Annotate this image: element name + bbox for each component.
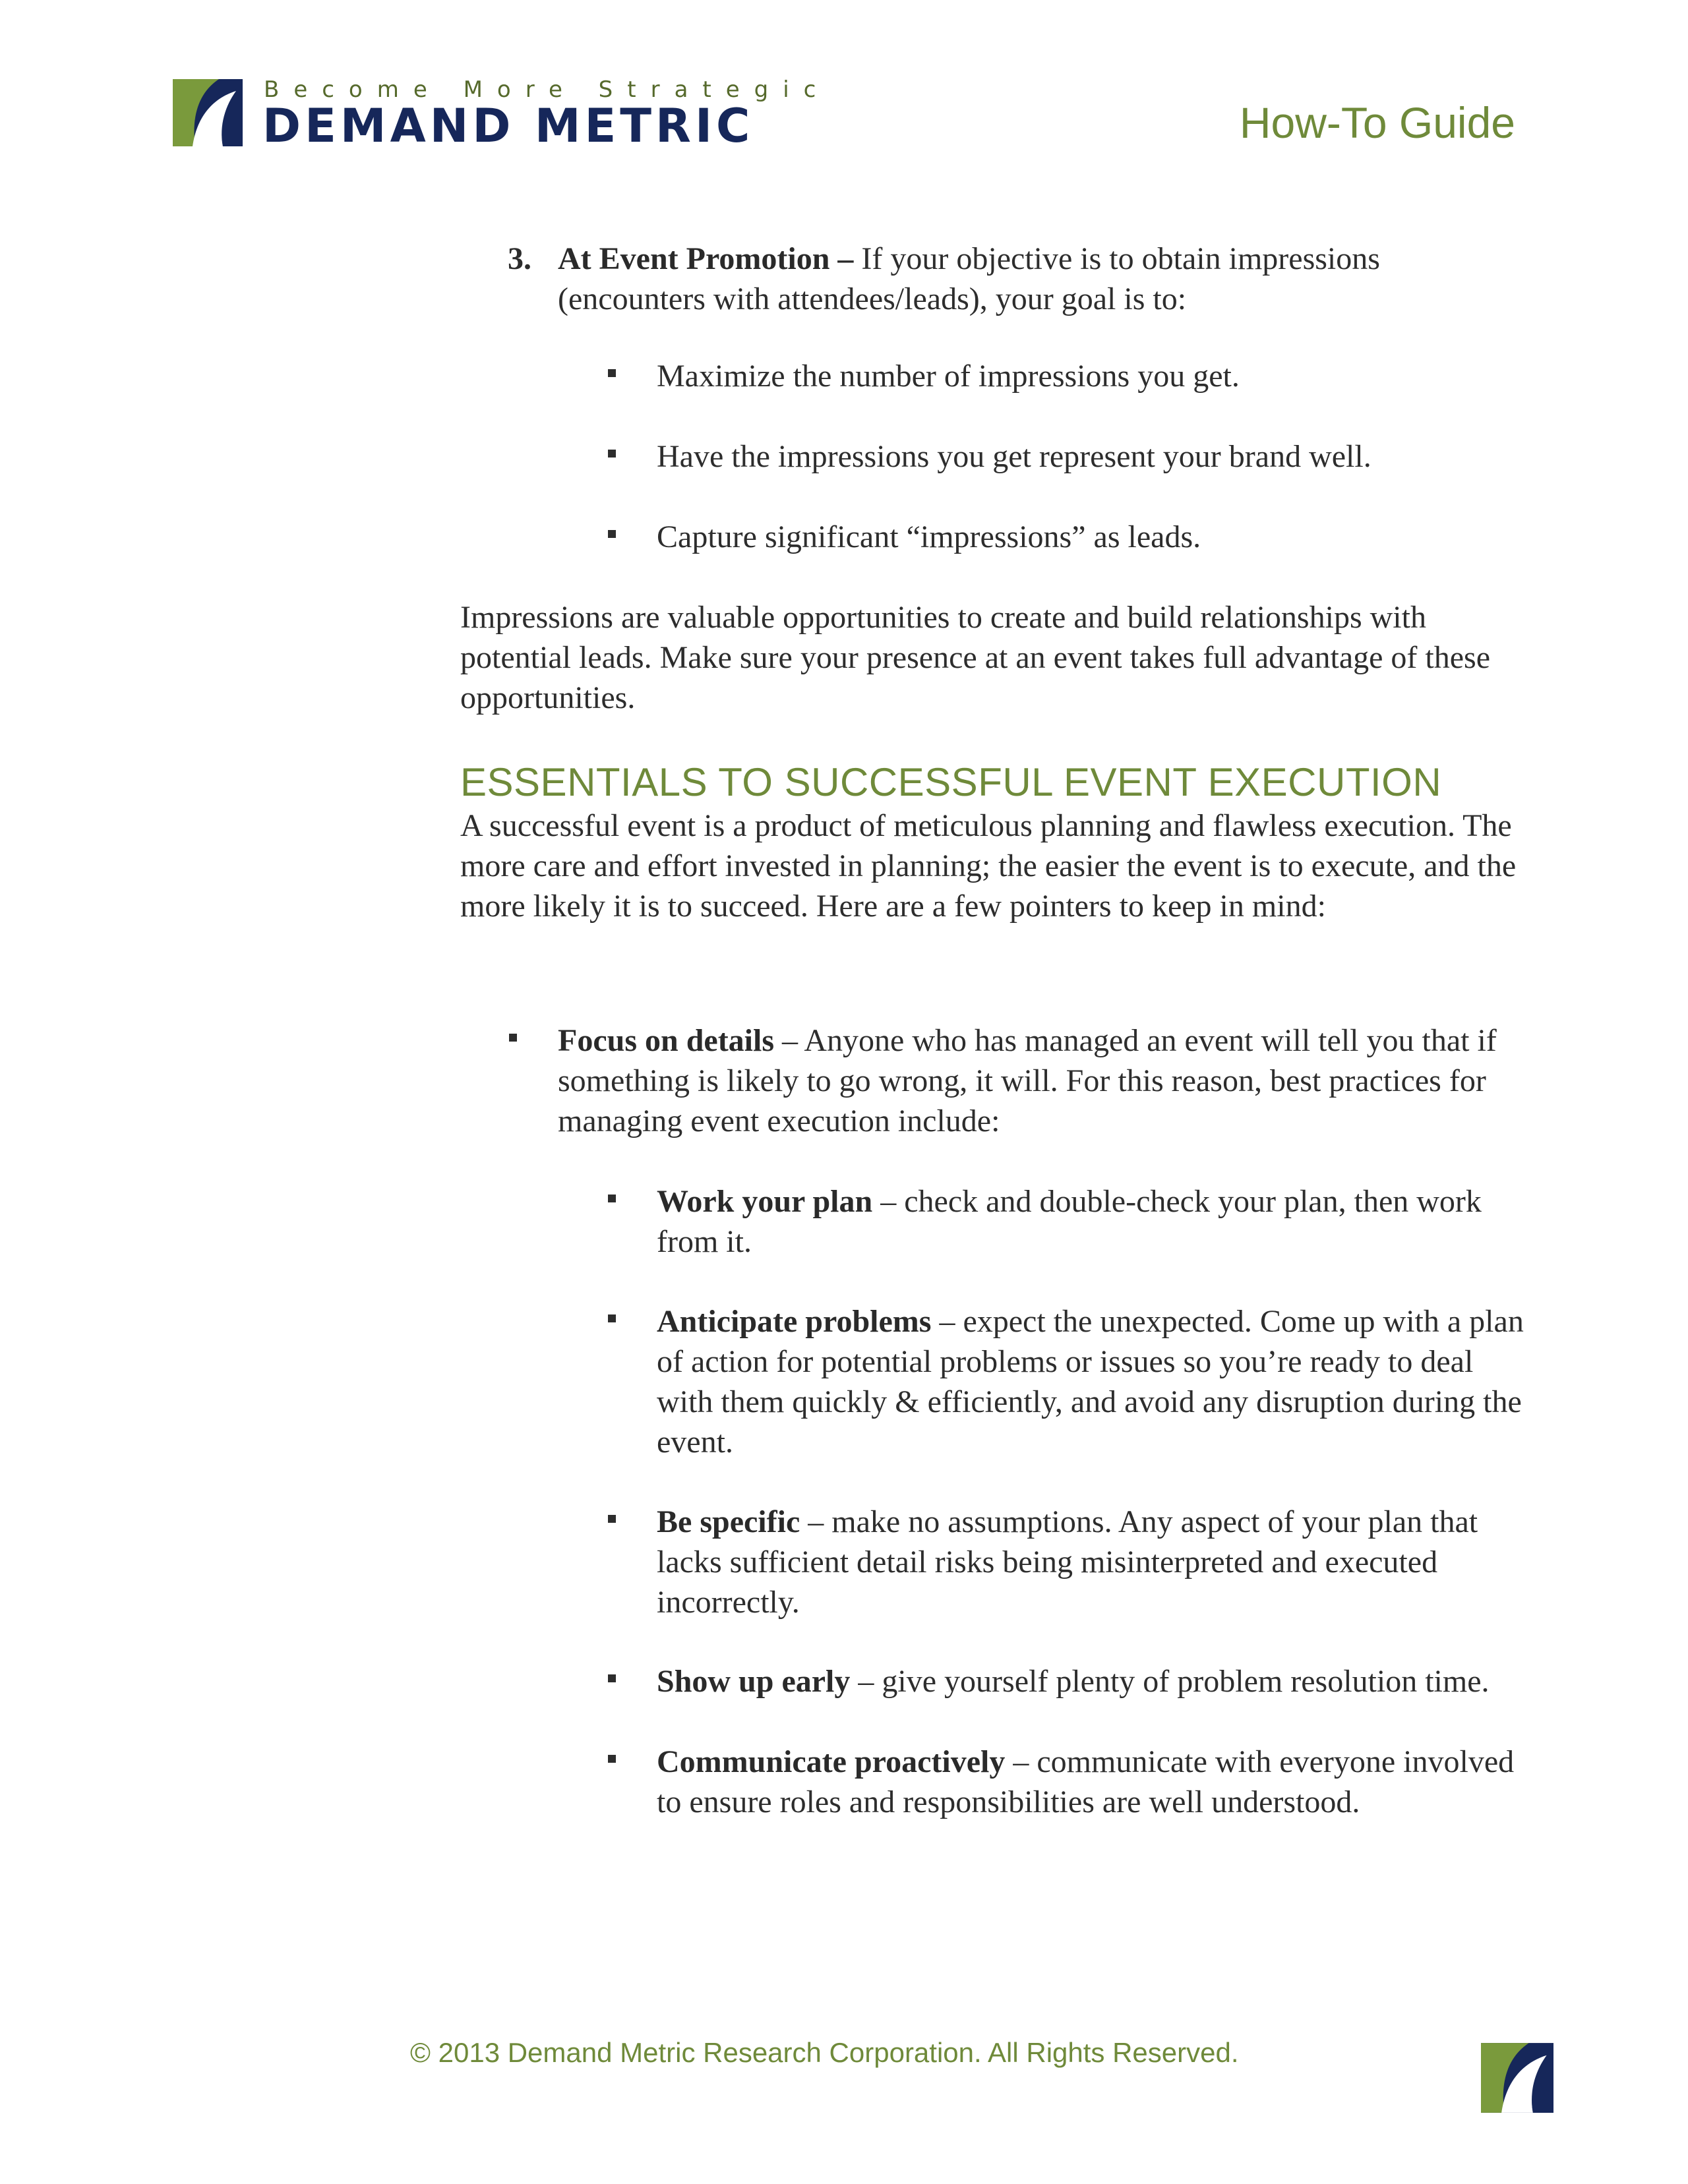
brand-name: DEMAND METRIC bbox=[262, 99, 754, 153]
item-text: If your objective is to obtain impressions (encounters with attendees/leads), your goal is to: bbox=[558, 241, 1380, 316]
list-item-work-your-plan bbox=[657, 1181, 1534, 1262]
bullet-icon bbox=[608, 1195, 616, 1202]
list-item bbox=[657, 356, 1534, 396]
list-item-be-specific bbox=[657, 1502, 1534, 1622]
demand-metric-logo-icon bbox=[173, 79, 243, 146]
bullet-text: Maximize the number of impressions you get. bbox=[657, 359, 1240, 394]
impressions-paragraph: Impressions are valuable opportunities to create and build relationships with potential leads. Make sure your presence at an event takes full advantage of these opportunities. bbox=[460, 600, 1491, 715]
footer-copyright: © 2013 Demand Metric Research Corporation. All Rights Reserved. bbox=[410, 2037, 1239, 2068]
item-lead: Anticipate problems bbox=[657, 1304, 932, 1339]
bullet-icon bbox=[608, 1755, 616, 1763]
item-lead: Work your plan bbox=[657, 1184, 873, 1219]
item-text: – check and double-check your plan, then work from it. bbox=[657, 1184, 1482, 1259]
section-heading: ESSENTIALS TO SUCCESSFUL EVENT EXECUTION bbox=[460, 760, 1442, 804]
guide-title: How-To Guide bbox=[1239, 98, 1515, 147]
bullet-icon bbox=[608, 450, 616, 457]
list-item-at-event-promotion bbox=[558, 239, 1521, 319]
demand-metric-footer-logo-icon bbox=[1481, 2042, 1553, 2113]
bullet-icon bbox=[608, 1674, 616, 1682]
list-item-show-up-early bbox=[657, 1661, 1534, 1701]
item-text: – communicate with everyone involved to ensure roles and responsibilities are well understood. bbox=[657, 1744, 1515, 1819]
section-intro: A successful event is a product of meticulous planning and flawless execution. The more care and effort invested in planning; the easier the event is to execute, and the more likely it is to succeed. Here are a few pointers to keep in mind: bbox=[460, 808, 1517, 924]
bullet-icon bbox=[608, 1314, 616, 1322]
item-text: – give yourself plenty of problem resolution time. bbox=[850, 1664, 1490, 1699]
item-lead: Communicate proactively bbox=[657, 1744, 1006, 1779]
bullet-icon bbox=[608, 369, 616, 377]
item-lead: Show up early bbox=[657, 1664, 851, 1699]
item-text: – Anyone who has managed an event will tell you that if something is likely to go wrong, it will. For this reason, best practices for managing event execution include: bbox=[558, 1023, 1497, 1138]
item-lead: Focus on details bbox=[558, 1023, 775, 1058]
bullet-text: Have the impressions you get represent your brand well. bbox=[657, 439, 1372, 474]
bullet-icon bbox=[608, 530, 616, 538]
list-item-communicate-proactively bbox=[657, 1742, 1534, 1822]
item-lead: Be specific bbox=[657, 1504, 800, 1539]
item-text: – make no assumptions. Any aspect of your plan that lacks sufficient detail risks being misinterpreted and executed incorrectly. bbox=[657, 1504, 1478, 1620]
list-item-focus-on-details bbox=[558, 1020, 1521, 1141]
bullet-icon bbox=[509, 1034, 517, 1042]
bullet-text: Capture significant “impressions” as leads. bbox=[657, 519, 1201, 554]
item-lead: At Event Promotion – bbox=[558, 241, 854, 276]
item-text: – expect the unexpected. Come up with a plan of action for potential problems or issues so you’re ready to deal with them quickly & efficiently, and avoid any disruption during the event. bbox=[657, 1304, 1524, 1460]
list-item-anticipate-problems bbox=[657, 1301, 1534, 1462]
list-item bbox=[657, 517, 1534, 557]
bullet-icon bbox=[608, 1515, 616, 1523]
list-number: 3. bbox=[508, 241, 531, 276]
list-item bbox=[657, 436, 1534, 477]
brand-tagline: Become More Strategic bbox=[264, 76, 831, 103]
